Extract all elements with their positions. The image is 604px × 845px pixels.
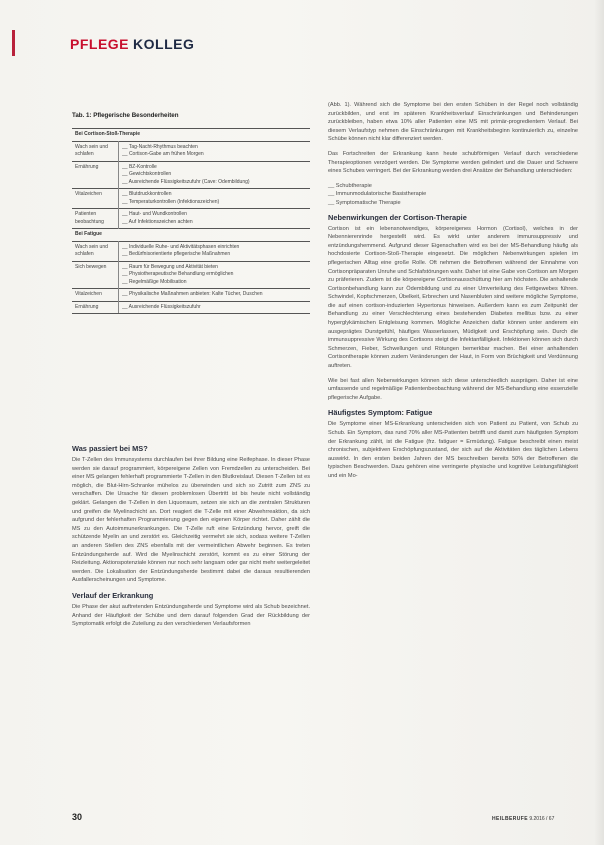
table-item: __ Auf Infektionszeichen achten xyxy=(122,218,193,225)
list-item: __ Immunmodulatorische Basistherapie xyxy=(328,190,578,199)
table-row-items xyxy=(119,141,311,161)
table-row-label: Ernährung xyxy=(72,161,119,189)
page-number: 30 xyxy=(72,812,83,822)
table-row-label: Vitalzeichen xyxy=(72,289,119,302)
table-row xyxy=(72,289,310,302)
table-row-items xyxy=(119,301,311,314)
table-section-fatigue xyxy=(72,229,310,242)
table-row-label: Ernährung xyxy=(72,301,119,314)
table-item: __ Individuelle Ruhe- und Aktivitätsphasen einrichten xyxy=(122,243,240,250)
table-row-label: Wach sein und schlafen xyxy=(72,141,119,161)
left-column xyxy=(72,444,310,635)
table-row xyxy=(72,241,310,261)
table-section-heading: Bei Cortison-Stoß-Therapie xyxy=(72,129,310,142)
section-header xyxy=(70,36,194,52)
table-item: __ Temperaturkontrollen (Infektionszeichen) xyxy=(122,198,220,205)
heading-fatigue: Häufigstes Symptom: Fatigue xyxy=(328,408,433,418)
paragraph: Die Phase der akut auftretenden Entzündungsherde und Symptome wird als Schub bezeichnet. Anhand der Häufigkeit der Schübe und dem darauf folgenden Grad der Rückbildung der Symptomatik erfolgt die Zuteilung zu den verschiedenen Verlaufsformen xyxy=(72,603,310,628)
table-row xyxy=(72,189,310,209)
table-item: __ BZ-Kontrolle xyxy=(122,163,157,170)
table-title: Tab. 1: Pflegerische Besonderheiten xyxy=(72,112,179,119)
table-row xyxy=(72,209,310,229)
list-item: __ Symptomatische Therapie xyxy=(328,199,578,208)
table-row xyxy=(72,261,310,289)
table-section-cortison xyxy=(72,129,310,142)
list-item: __ Schubtherapie xyxy=(328,182,578,191)
paragraph: Das Fortschreiten der Erkrankung kann heute schubförmigen Verlauf durch verschiedene Therapieoptionen verzögert werden. Die Symptome werden gelindert und die Dauer und Schwere eines Schubes verringert. Bei der Erkrankung werden drei Ansätze der Behandlung unterschieden: xyxy=(328,150,578,175)
paragraph: (Abb. 1). Während sich die Symptome bei den ersten Schüben in der Regel noch vollständig zurückbilden, und erst im späteren Krankheitsverlauf Einschränkungen und Behinderungen zurückbleiben, haben etwa 10% aller Patienten eine MS mit primär-progredientem Verlauf. Bei diesem Verlaufstyp nehmen die Einschränkungen mit Krankheitsbeginn kontinuierlich zu, einzelne Schübe können nicht klar differenziert werden. xyxy=(328,102,578,143)
table-row-label: Sich bewegen xyxy=(72,261,119,289)
paragraph: Die Symptome einer MS-Erkrankung unterscheiden sich von Patient zu Patient, von Schub zu Schub. Ein Symptom, das rund 70% aller MS-Patienten betrifft und damit zum häufigsten Symptom der Erkrankung zählt, ist die Fatigue (frz. fatiguer = Ermüdung). Fatigue beschreibt einen meist chronischen, subjektiven Erschöpfungszustand, der sich auf die Aktivitäten des täglichen Lebens auswirkt. In den ersten beiden Jahren der MS beschreiben bereits 50% der Betroffenen die typischen Beschwerden. Dazu gehören eine verringerte physische und kognitive Leistungsfähigkeit und ein Mo- xyxy=(328,421,578,479)
header-pflege: PFLEGE xyxy=(70,36,130,52)
table-row-items xyxy=(119,189,311,209)
table-row-items xyxy=(119,241,311,261)
table-row-items xyxy=(119,161,311,189)
table-item: __ Ausreichende Flüssigkeitszufuhr (Cave: Ödembildung) xyxy=(122,178,250,185)
paragraph: Cortison ist ein lebensnotwendiges, körpereigenes Hormon (Cortisol), welches in der Nebennierenrinde hergestellt wird. Es wirkt unter anderem immunsuppressiv und entzündungshemmend. Aufgrund dieser Eigenschaften wird es bei der MS-Behandlung häufig als hochdosierte Cortison-Stoß-Therapie eingesetzt. Die möglichen Nebenwirkungen spielen im pflegerischen Alltag eine große Rolle. Oft nehmen die Betroffenen während der Einnahme von Cortisonpräparaten Unruhe und Schlafstörungen wahr. Daher ist eine Gabe von Cortison am Morgen zu präferieren. Zudem ist die körpereigene Cortisonausschüttung hier am höchsten. Die anhaltende Cortisonbehandlung kann zur Ödembildung und zu einer Umverteilung des Fettgewebes führen. Schwindel, Kopfschmerzen, Übelkeit, Erbrechen und Nasenbluten sind weitere mögliche Symptome, die auf einen cortison-induzierten Hypertonus hinweisen. Außerdem kann es zum Zeitpunkt der Behandlung zu einer Verschlechterung eines bestehenden Diabetes mellitus bzw. zu einer hyperglykämischen Entgleisung kommen. Mögliche Anzeichen dafür können unter anderem ein ausgeprägtes Durstgefühl, häufiges Wasserlassen, Müdigkeit und Erschöpfung sein. Durch die immunsuppressive Wirkung des Cortisons steigt die Infektanfälligkeit. Infektionen können sich durch Schmerzen, Fieber, Schwellungen und Rötungen bemerkbar machen. Bei einer anhaltenden Cortisontherapie können zudem Veränderungen der Haut, in Form von Brüchigkeit und Verdünnung auftreten. xyxy=(328,225,578,370)
issue-number: 9.2016 / 67 xyxy=(529,816,555,822)
table-row-label: Vitalzeichen xyxy=(72,189,119,209)
right-column xyxy=(328,101,578,487)
therapy-list xyxy=(328,182,578,208)
table-item: __ Bedürfnisorientierte pflegerische Maßnahmen xyxy=(122,251,231,257)
table-row-label: Patienten beobachtung xyxy=(72,209,119,229)
brand-name: HEILBERUFE xyxy=(492,816,528,822)
table-item: __ Raum für Bewegung und Aktivität bieten xyxy=(122,263,218,270)
heading-nebenwirkungen: Nebenwirkungen der Cortison-Therapie xyxy=(328,212,467,222)
table-row xyxy=(72,161,310,189)
table-item: __ Physiotherapeutische Behandlung ermöglichen xyxy=(122,271,234,277)
table-row-items xyxy=(119,209,311,229)
table-item: __ Tag-Nacht-Rhythmus beachten xyxy=(122,143,198,150)
table-item: __ Cortison-Gabe am frühen Morgen xyxy=(122,151,204,157)
table-item: __ Physikalische Maßnahmen anbieten: Kalte Tücher, Duschen xyxy=(122,291,263,297)
table-row-label: Wach sein und schlafen xyxy=(72,241,119,261)
table-row xyxy=(72,141,310,161)
table-item: __ Ausreichende Flüssigkeitszufuhr xyxy=(122,303,201,310)
table-item: __ Regelmäßige Mobilisation xyxy=(122,278,187,285)
table-item: __ Blutdruckkontrollen xyxy=(122,191,172,197)
table-row-items xyxy=(119,261,311,289)
header-accent-bar xyxy=(12,30,15,56)
paragraph: Die T-Zellen des Immunsystems durchlaufen bei ihrer Bildung eine Reifephase. In dieser Phase werden sie darauf programmiert, körpereigene Zellen von Fremdzellen zu unterscheiden. Bei einer MS gelangen fehlerhaft programmierte T-Zellen in den Blutkreislauf. Diesen T-Zellen ist es möglich, die Blut-Hirn-Schranke mühelos zu überwinden und sich so Zutritt zum ZNS zu verschaffen. Die Ursache für diesen problemlosen Übertritt ist bis heute nicht vollständig geklärt. Gelangen die T-Zellen in den Liquorraum, setzen sie sich an die zentralen Strukturen und greifen die Myelinschicht an. Dort reagiert die T-Zelle mit einer Abwehrreaktion, da sich aufgrund der fehlerhaften Programmierung gegen den eigenen Körper richtet. Daher zählt die MS zu den Autoimmunerkrankungen. Die T-Zelle ruft eine Entzündung hervor, greift die schützende Myelin an und zerstört es. Gleichzeitig vermehrt sie sich, sodass weitere T-Zellen an anderen Stellen des ZNS ebenfalls mit der vermeintlichen Abwehr beginnen. Es treten Entzündungsherde auf. Wird die Myelinschicht zerstört, kommt es zu einer Störung der Reizleitung. Aktionspotenziale können nur noch sehr langsam oder gar nicht mehr weitergeleitet werden. Die Lokalisation der Entzündungsherde bestimmt dabei die daraus resultierenden Ausfallerscheinungen und Symptome. xyxy=(72,457,310,584)
heading-was-passiert: Was passiert bei MS? xyxy=(72,444,148,453)
table-item: __ Haut- und Wundkontrollen xyxy=(122,211,187,217)
table-row xyxy=(72,301,310,314)
table-row-items xyxy=(119,289,311,302)
footer-brand xyxy=(492,816,554,822)
page-shadow xyxy=(594,0,604,845)
heading-verlauf: Verlauf der Erkrankung xyxy=(72,590,154,600)
table-section-heading: Bei Fatigue xyxy=(72,229,310,242)
table-item: __ Gewichtskontrollen xyxy=(122,171,172,177)
care-table xyxy=(72,128,310,314)
header-kolleg: KOLLEG xyxy=(133,36,195,52)
paragraph: Wie bei fast allen Nebenwirkungen können sich diese unterschiedlich ausprägen. Daher ist eine umfassende und regelmäßige Patientenbeobachtung während der MS-Behandlung eine essenzielle pflegerische Aufgabe. xyxy=(328,377,578,401)
